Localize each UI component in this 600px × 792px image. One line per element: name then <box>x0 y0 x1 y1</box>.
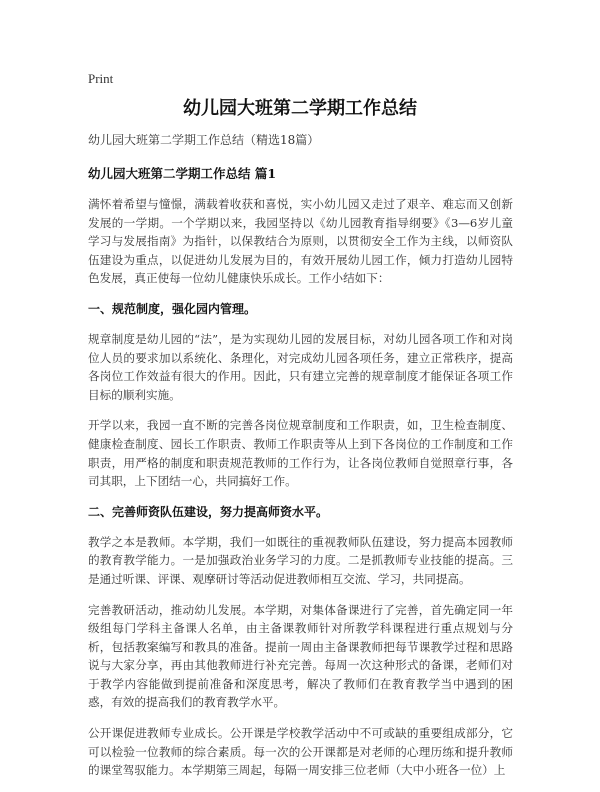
document-subtitle: 幼儿园大班第二学期工作总结（精选18篇） <box>88 133 320 147</box>
section-heading: 幼儿园大班第二学期工作总结 篇1 <box>88 166 277 181</box>
print-link[interactable]: Print <box>88 71 114 86</box>
paragraph-open-class: 公开课促进教师专业成长。公开课是学校教学活动中不可或缺的重要组成部分，它可以检验一位教师的综合素质。每一次的公开课都是对老师的心理历练和提升教师的课堂驾驭能力。本学期第三周起，每隔一周安排三位老师（大中小班各一位）上 <box>88 726 513 778</box>
document-body <box>88 131 513 792</box>
paragraph-teachers: 教学之本是教师。本学期，我们一如既往的重视教师队伍建设，努力提高本园教师的教育教学能力。一是加强政治业务学习的力度。二是抓教师专业技能的提高。三是通过听课、评课、观摩研讨等活动促进教师相互交流、学习，共同提高。 <box>88 534 513 586</box>
sub-heading-teachers: 二、完善师资队伍建设，努力提高师资水平。 <box>88 504 329 519</box>
document-title: 幼儿园大班第二学期工作总结 <box>183 98 417 119</box>
paragraph-intro: 满怀着希望与憧憬，满载着收获和喜悦，实小幼儿园又走过了艰辛、难忘而又创新发展的一学期。一个学期以来，我园坚持以《幼儿园教育指导纲要》《3—6岁儿童学习与发展指南》为指针，以保教结合为原则，以贯彻安全工作为主线，以师资队伍建设为重点，以促进幼儿发展为目的，有效开展幼儿园工作，倾力打造幼儿园特色发展，真正使每一位幼儿健康快乐成长。工作小结如下： <box>88 197 513 286</box>
sub-heading-regulations: 一、规范制度，强化园内管理。 <box>88 301 257 316</box>
paragraph-regulations: 规章制度是幼儿园的“法”，是为实现幼儿园的发展目标，对幼儿园各项工作和对岗位人员的要求加以系统化、条理化，对完成幼儿园各项任务，建立正常秩序，提高各岗位工作效益有很大的作用。因此，只有建立完善的规章制度才能保证各项工作目标的顺利实施。 <box>88 331 513 402</box>
paragraph-duties: 开学以来，我园一直不断的完善各岗位规章制度和工作职责，如，卫生检查制度、健康检查制度、园长工作职责、教师工作职责等从上到下各岗位的工作制度和工作职责，用严格的制度和职责规范教师的工作行为，让各岗位教师自觉照章行事，各司其职，上下团结一心，共同搞好工作。 <box>88 418 513 489</box>
paragraph-research: 完善教研活动，推动幼儿发展。本学期，对集体备课进行了完善，首先确定同一年级组每门学科主备课人名单，由主备课教师针对所教学科课程进行重点规划与分析，包括教案编写和教具的准备。提前一周由主备课教师把每节课教学过程和思路说与大家分享，再由其他教师进行补充完善。每周一次这种形式的备课，老师们对于教学内容能做到提前准备和深度思考，解决了教师们在教育教学当中遇到的困惑，有效的提高我们的教育教学水平。 <box>88 602 513 710</box>
